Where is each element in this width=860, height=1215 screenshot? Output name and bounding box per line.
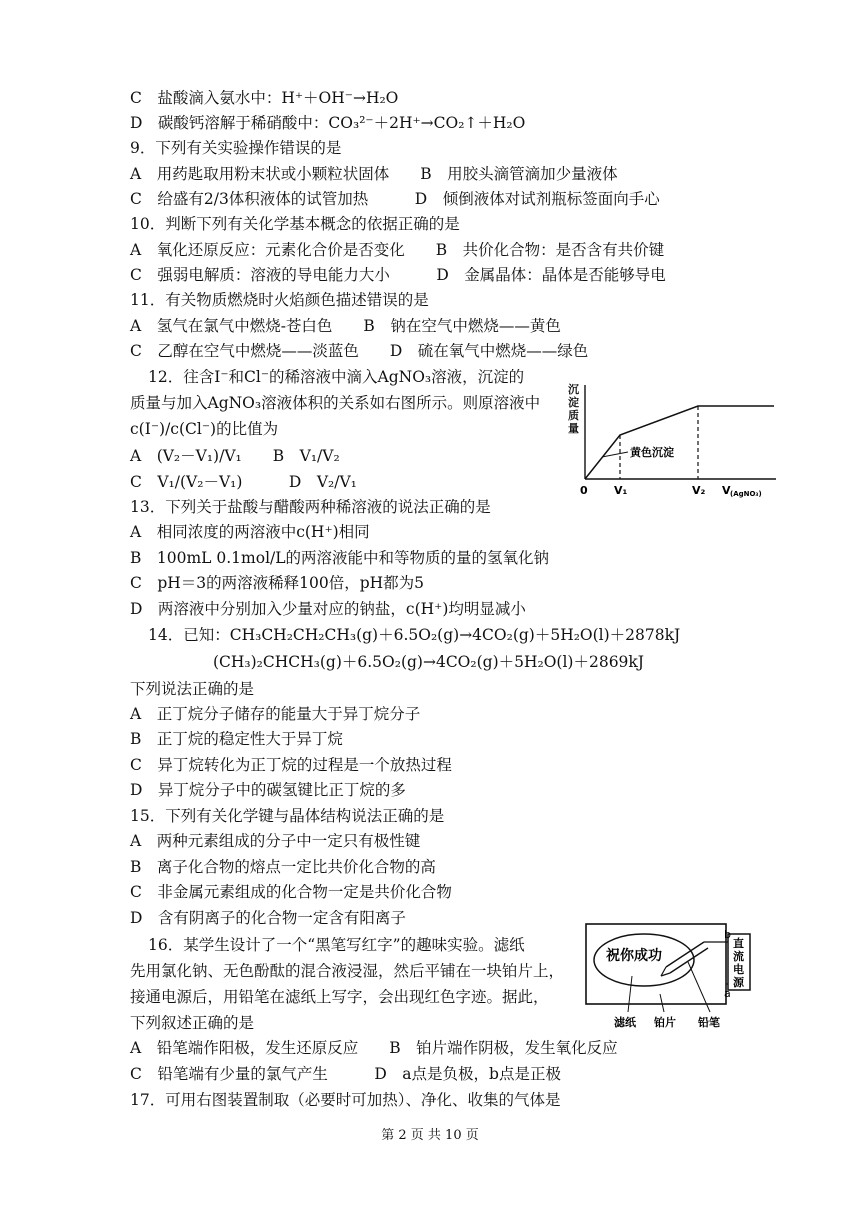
platinum-plate xyxy=(586,924,726,1004)
question-10: 10．判断下列有关化学基本概念的依据正确的是 xyxy=(130,215,460,233)
question-12-line-1: 12．往含I⁻和Cl⁻的稀溶液中滴入AgNO₃溶液，沉淀的 xyxy=(148,368,525,386)
question-14-option-a: A 正丁烷分子储存的能量大于异丁烷分子 xyxy=(130,705,421,723)
graph-origin-label: 0 xyxy=(580,484,588,497)
question-13: 13．下列关于盐酸与醋酸两种稀溶液的说法正确的是 xyxy=(130,498,491,516)
question-16-line-2: 先用氯化钠、无色酚酞的混合液浸湿，然后平铺在一块铂片上， xyxy=(130,962,565,980)
question-10-options-cd: C 强弱电解质：溶液的导电能力大小 D 金属晶体：晶体是否能够导电 xyxy=(130,266,666,284)
graph-ylabel-4: 量 xyxy=(568,422,579,435)
page-footer: 第 2 页 共 10 页 xyxy=(381,1128,479,1143)
graph-ylabel-1: 沉 xyxy=(568,383,579,396)
terminal-b-label: b xyxy=(724,928,731,941)
question-15-option-a: A 两种元素组成的分子中一定只有极性键 xyxy=(130,832,421,850)
precipitate-graph xyxy=(562,375,780,503)
question-15-option-d: D 含有阴离子的化合物一定含有阳离子 xyxy=(130,909,406,927)
graph-x-label-subscript: (AgNO₃) xyxy=(730,490,762,498)
question-14-option-c: C 异丁烷转化为正丁烷的过程是一个放热过程 xyxy=(130,756,452,774)
question-14-option-d: D 异丁烷分子中的碳氢键比正丁烷的多 xyxy=(130,781,406,799)
question-10-options-ab: A 氧化还原反应：元素化合价是否变化 B 共价化合物：是否含有共价键 xyxy=(130,241,665,259)
question-12-line-3: c(I⁻)/c(Cl⁻)的比值为 xyxy=(130,420,279,438)
question-15: 15．下列有关化学键与晶体结构说法正确的是 xyxy=(130,807,445,825)
question-16-options-ab: A 铅笔端作阳极，发生还原反应 B 铂片端作阴极，发生氧化反应 xyxy=(130,1039,618,1057)
question-17: 17．可用右图装置制取（必要时可加热）、净化、收集的气体是 xyxy=(130,1091,561,1109)
question-13-option-d: D 两溶液中分别加入少量对应的钠盐，c(H⁺)均明显减小 xyxy=(130,600,526,618)
question-16-line-4: 下列叙述正确的是 xyxy=(130,1014,255,1032)
power-label-2: 流 xyxy=(733,950,744,963)
filter-paper-label: 滤纸 xyxy=(614,1016,636,1029)
terminal-a-label: a xyxy=(724,987,731,1000)
question-14-option-b: B 正丁烷的稳定性大于异丁烷 xyxy=(130,730,343,748)
graph-ylabel-3: 质 xyxy=(568,409,579,422)
question-9-options-cd: C 给盛有2/3体积液体的试管加热 D 倾倒液体对试剂瓶标签面向手心 xyxy=(130,190,660,208)
question-15-option-b: B 离子化合物的熔点一定比共价化合物的高 xyxy=(130,858,436,876)
option-8d: D 碳酸钙溶解于稀硝酸中：CO₃²⁻＋2H⁺→CO₂↑＋H₂O xyxy=(130,114,526,132)
question-16-line-1: 16．某学生设计了一个“黑笔写红字”的趣味实验。滤纸 xyxy=(148,936,525,954)
filter-paper-text: 祝你成功 xyxy=(606,948,662,964)
graph-ylabel-2: 淀 xyxy=(568,396,579,409)
question-9: 9．下列有关实验操作错误的是 xyxy=(130,139,342,157)
graph-curve xyxy=(585,406,774,479)
question-13-option-a: A 相同浓度的两溶液中c(H⁺)相同 xyxy=(130,523,370,541)
question-11-options-ab: A 氢气在氯气中燃烧-苍白色 B 钠在空气中燃烧——黄色 xyxy=(130,317,561,335)
question-12-options-ab: A (V₂－V₁)/V₁ B V₁/V₂ xyxy=(130,447,340,465)
power-label-4: 源 xyxy=(733,976,744,989)
platinum-pointer xyxy=(660,994,664,1012)
electrolysis-device-diagram xyxy=(578,922,768,1034)
question-14-equation-2: (CH₃)₂CHCH₃(g)＋6.5O₂(g)→4CO₂(g)＋5H₂O(l)＋2869kJ xyxy=(213,653,645,671)
filter-paper-pointer xyxy=(628,976,632,1012)
platinum-label: 铂片 xyxy=(654,1016,676,1029)
question-13-option-c: C pH＝3的两溶液稀释100倍，pH都为5 xyxy=(130,574,425,592)
power-label-1: 直 xyxy=(733,937,744,950)
question-11: 11．有关物质燃烧时火焰颜色描述错误的是 xyxy=(130,291,429,309)
graph-v1-label: V₁ xyxy=(614,484,628,497)
power-label-3: 电 xyxy=(733,963,744,976)
question-11-options-cd: C 乙醇在空气中燃烧——淡蓝色 D 硫在氧气中燃烧——绿色 xyxy=(130,342,589,360)
question-14-equation-1: 14．已知：CH₃CH₂CH₂CH₃(g)＋6.5O₂(g)→4CO₂(g)＋5H₂O(l)＋2878kJ xyxy=(148,626,681,644)
graph-x-label: V xyxy=(722,484,731,497)
question-13-option-b: B 100mL 0.1mol/L的两溶液能中和等物质的量的氢氧化钠 xyxy=(130,549,550,567)
option-8c: C 盐酸滴入氨水中：H⁺＋OH⁻→H₂O xyxy=(130,89,399,107)
graph-v2-label: V₂ xyxy=(692,484,706,497)
graph-curve-label: 黄色沉淀 xyxy=(630,446,674,459)
question-16-line-3: 接通电源后，用铅笔在滤纸上写字，会出现红色字迹。据此， xyxy=(130,988,549,1006)
question-14-prompt: 下列说法正确的是 xyxy=(130,680,255,698)
question-9-options-ab: A 用药匙取用粉末状或小颗粒状固体 B 用胶头滴管滴加少量液体 xyxy=(130,165,618,183)
question-12-options-cd: C V₁/(V₂－V₁) D V₂/V₁ xyxy=(130,473,357,491)
question-16-options-cd: C 铅笔端有少量的氯气产生 D a点是负极，b点是正极 xyxy=(130,1065,561,1083)
pencil-label: 铅笔 xyxy=(698,1016,720,1029)
question-12-line-2: 质量与加入AgNO₃溶液体积的关系如右图所示。则原溶液中 xyxy=(130,394,541,412)
question-15-option-c: C 非金属元素组成的化合物一定是共价化合物 xyxy=(130,883,452,901)
